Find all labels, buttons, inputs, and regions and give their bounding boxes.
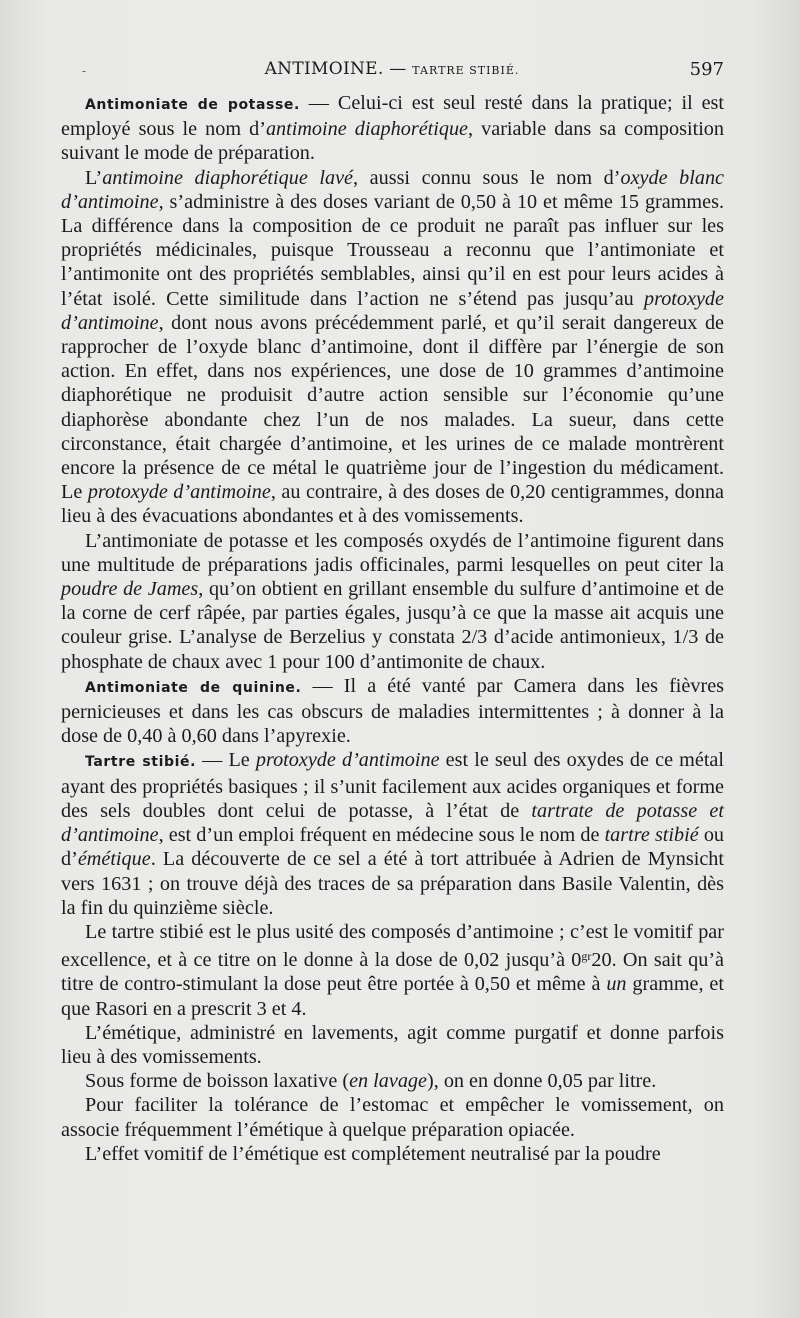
- running-title-main: ANTIMOINE.: [264, 59, 384, 79]
- text-run: ), on en donne 0,05 par litre.: [427, 1070, 657, 1093]
- text-run: , aussi connu sous le nom d’: [353, 166, 621, 189]
- italic-term: oxyde blanc d’antimoine: [61, 166, 725, 213]
- paragraph-effet-vomitif: [61, 1142, 724, 1166]
- paragraph-vomitif: [61, 920, 724, 1021]
- italic-term: antimoine diaphorétique: [265, 118, 469, 141]
- text-run: L’antimoniate de potasse et les composés oxydés de l’antimoine figurent dans une multitude de préparations jadis officinales, parmi lesquelles on peut citer la: [61, 529, 724, 576]
- paragraph-tartre-stibie: [61, 748, 724, 919]
- text-run: . La découverte de ce sel a été à tort attribuée à Adrien de Mynsicht vers 1631 ; on trouve déjà des traces de sa préparation dans Basile Valentin, dès la fin du quinzième siècle.: [61, 848, 724, 919]
- paragraph-tolerance: [61, 1093, 724, 1141]
- header-mark: -: [82, 64, 87, 78]
- paragraph-lavements: [61, 1021, 724, 1069]
- text-run: est le seul des oxydes de ce métal ayant des propriétés basiques ; il s’unit facilement aux acides organiques et forme des sels doubles dont celui de potasse, à l’état de: [61, 749, 725, 822]
- italic-term: protoxyde d’antimoine: [87, 481, 271, 504]
- section-term: Tartre stibié.: [85, 754, 197, 771]
- text-run: L’effet vomitif de l’émétique est complétement neutralisé par la poudre: [85, 1142, 661, 1165]
- text-run: , variable dans sa composition suivant le mode de préparation.: [61, 118, 724, 165]
- italic-term: antimoine diaphorétique lavé: [102, 166, 354, 189]
- section-term: Antimoniate de quinine.: [85, 679, 302, 696]
- superscript-unit: gr: [581, 949, 592, 964]
- text-run: — Il a été vanté par Camera dans les fièvres pernicieuses et dans les cas obscurs de maladies intermittentes ; à donner à la dose de 0,40 à 0,60 dans l’apyrexie.: [61, 674, 725, 748]
- text-run: Le tartre stibié est le plus usité des composés d’antimoine ; c’est le vomitif par excellence, et à ce titre on le donne à la dose de 0,02 jusqu’à 0: [61, 920, 724, 972]
- running-title-sub: TARTRE STIBIÉ.: [412, 64, 520, 77]
- text-run: — Le: [196, 749, 256, 772]
- italic-term: tartrate de potasse et d’antimoine: [61, 799, 724, 847]
- text-run: gramme, et que Rasori en a prescrit 3 et 4.: [61, 973, 724, 1020]
- text-run: L’: [85, 166, 103, 189]
- text-run: ou d’: [61, 824, 725, 871]
- text-run: Pour faciliter la tolérance de l’estomac et empêcher le vomissement, on associe fréquemment l’émétique à quelque préparation opiacée.: [61, 1094, 724, 1141]
- text-run: , est d’un emploi fréquent en médecine sous le nom de: [158, 824, 605, 847]
- text-run: Sous forme de boisson laxative (: [85, 1070, 350, 1093]
- italic-term: un: [606, 973, 627, 996]
- text-run: L’émétique, administré en lavements, agit comme purgatif et donne parfois lieu à des vomissements.: [61, 1021, 724, 1068]
- italic-term: tartre stibié: [604, 824, 699, 847]
- text-run: , qu’on obtient en grillant ensemble du sulfure d’antimoine et de la corne de cerf râpée, par parties égales, jusqu’à ce que la masse ait acquis une couleur grise. L’analyse de Berzelius y constata 2/3 d’acide antimonieux, 1/3 de phosphate de chaux avec 1 pour 100 d’antimonite de chaux.: [61, 578, 724, 673]
- running-title-separator: —: [383, 59, 413, 79]
- italic-term: émétique: [77, 848, 151, 871]
- text-run: 20. On sait qu’à titre de contro-stimulant la dose peut être portée à 0,50 et même à: [61, 949, 725, 996]
- paragraph-antimoine-diaphoretique: [61, 166, 724, 529]
- text-run: — Celui-ci est seul resté dans la pratique; il est employé sous le nom d’: [61, 92, 724, 141]
- paragraph-boisson-laxative: [61, 1069, 724, 1093]
- italic-term: en lavage: [349, 1070, 427, 1093]
- text-run: , s’administre à des doses variant de 0,50 à 10 et même 15 grammes. La différence dans la composition de ce produit ne paraît pas influer sur les propriétés médicinales, puisque Trousseau a reconnu que l’antimoniate et l’antimonite ont des propriétés semblables, ainsi qu’il en est pour leurs acides à l’état isolé. Cette similitude dans l’action ne s’étend pas jusqu’au: [61, 190, 724, 310]
- italic-term: poudre de James: [61, 578, 199, 601]
- page-number: 597: [689, 59, 724, 80]
- running-title: [60, 59, 724, 79]
- italic-term: protoxyde d’antimoine: [61, 287, 724, 334]
- page-body: [61, 91, 724, 1166]
- section-term: Antimoniate de potasse.: [85, 97, 300, 113]
- paragraph-antimoniate-quinine: [61, 674, 724, 749]
- text-run: , au contraire, à des doses de 0,20 centigrammes, donna lieu à des évacuations abondantes et à des vomissements.: [61, 481, 725, 528]
- text-run: , dont nous avons précédemment parlé, et qu’il serait dangereux de rapprocher de l’oxyde blanc d’antimoine, dont il diffère par l’énergie de son action. En effet, dans nos expériences, une dose de 10 grammes d’antimoine diaphorétique ne produisit d’autre action sensible sur l’économie qu’une diaphorèse abondante chez l’un de nos malades. La sueur, dans cette circonstance, était chargée d’antimoine, et les urines de ce malade montrèrent encore la présence de ce métal le quatrième jour de l’ingestion du médicament. Le: [61, 311, 724, 504]
- running-header: [60, 58, 724, 84]
- italic-term: protoxyde d’antimoine: [255, 749, 440, 772]
- paragraph-antimoniate-potasse: [61, 91, 724, 166]
- paragraph-poudre-de-james: [61, 529, 724, 674]
